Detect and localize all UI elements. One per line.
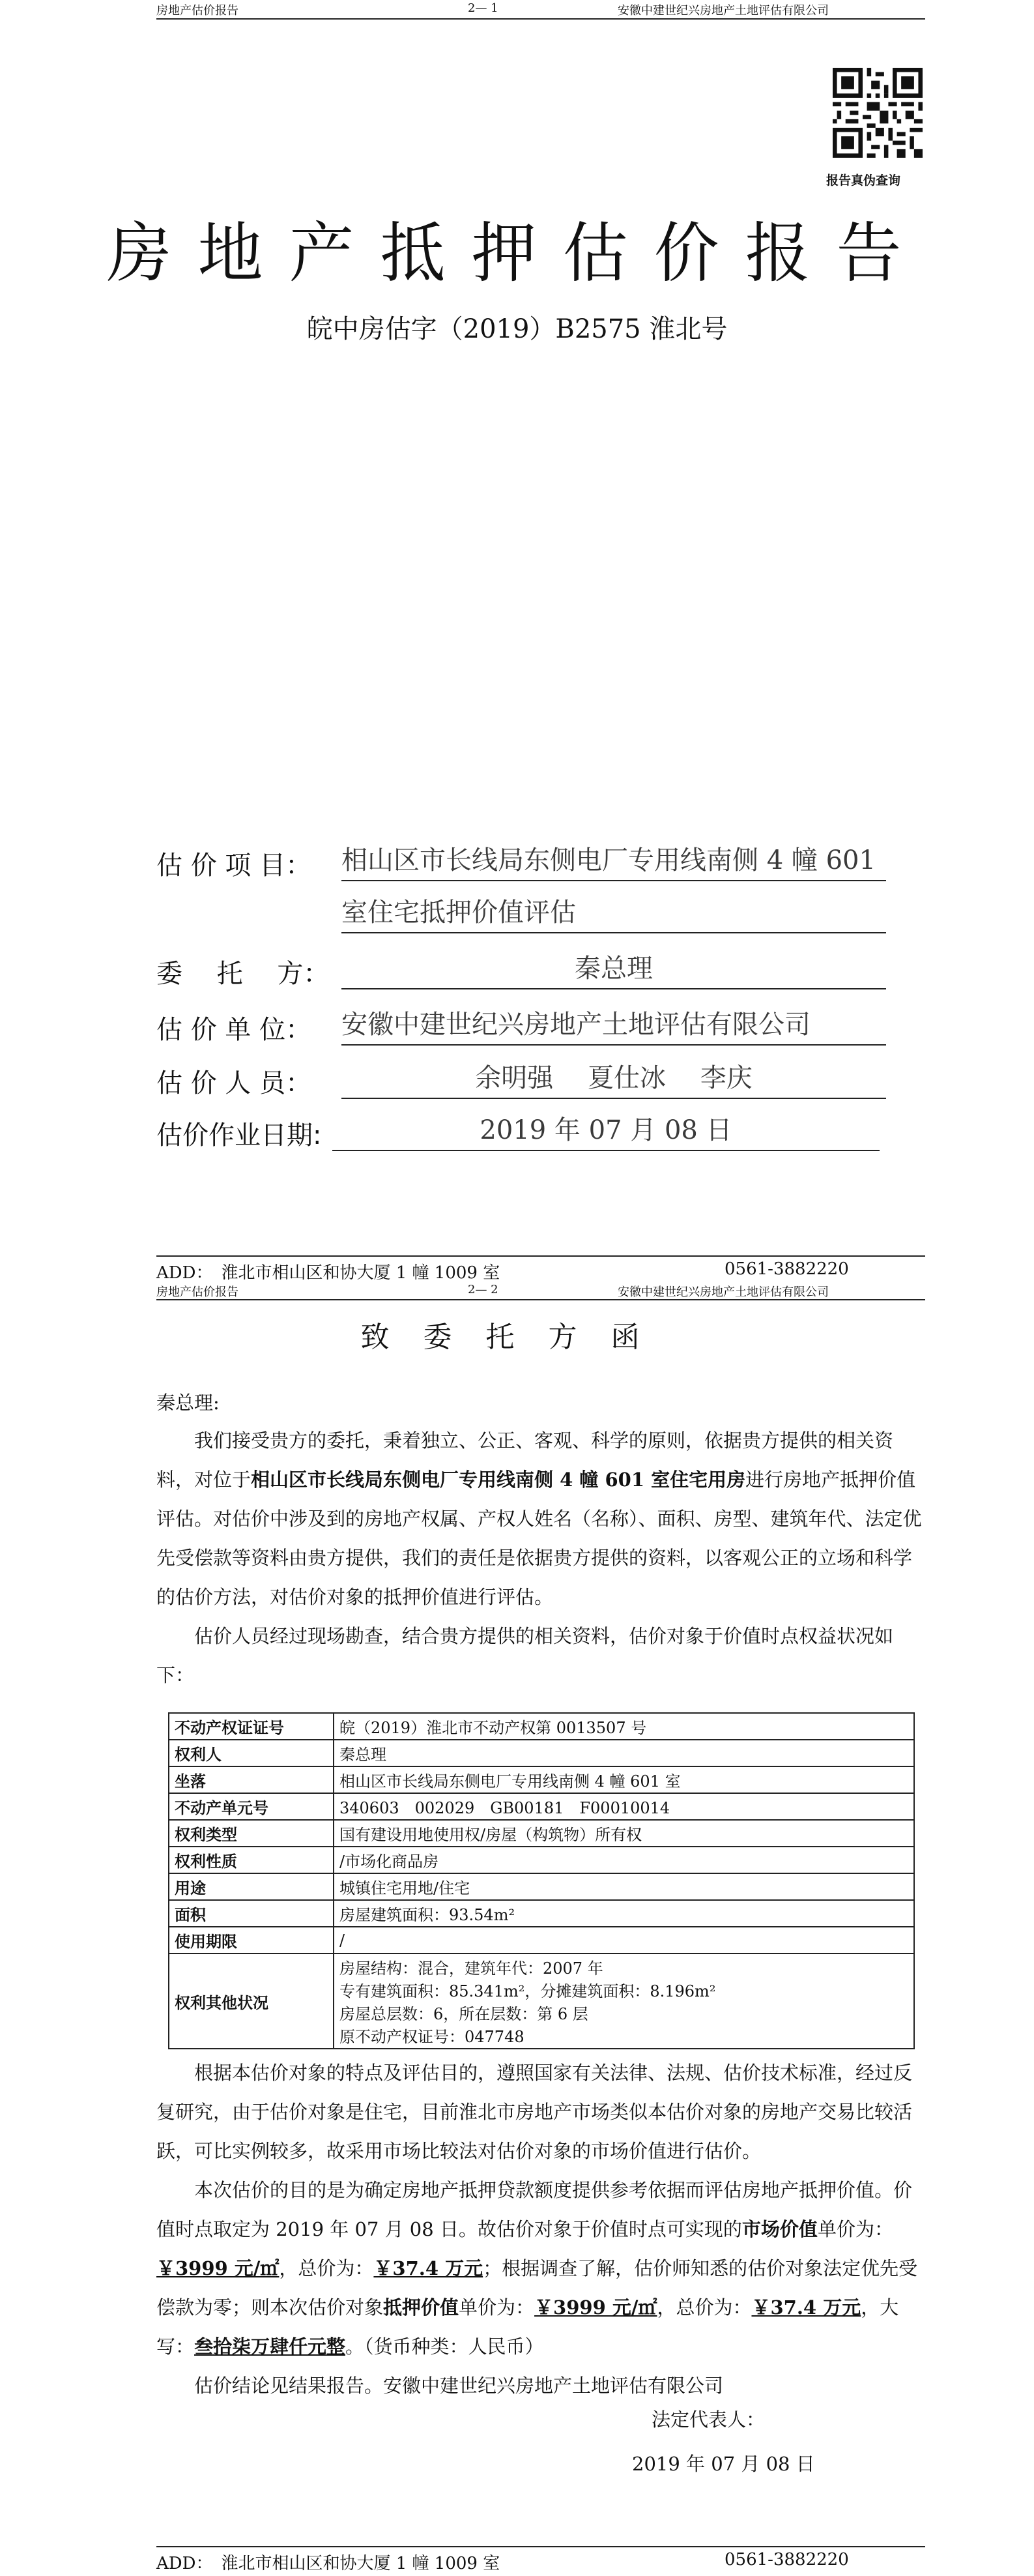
project-label: 估 价 项 目： bbox=[156, 851, 312, 881]
paragraph-intro: 我们接受贵方的委托，秉着独立、公正、客观、科学的原则，依据贵方提供的相关资料，对位于相山区市长线局东侧电厂专用线南侧 4 幢 601 室住宅用房进行房地产抵押价值评估。对估价中涉及到的房地产权属、产权人姓名（名称）、面积、房型、建筑年代、法定优先受偿款等资料由贵方提供，我们的责任是依据贵方提供的资料，以客观公正的立场和科学的估价方法，对估价对象的抵押价值进行评估。 bbox=[156, 1429, 922, 1608]
appraisers-label: 估 价 人 员： bbox=[156, 1068, 312, 1098]
table-value bbox=[334, 1793, 914, 1820]
table-value-line: 房屋总层数：6，所在层数：第 6 层 bbox=[339, 2005, 588, 2023]
property-rights-table bbox=[168, 1712, 915, 2049]
table-value-line: 皖（2019）淮北市不动产权第 0013507 号 bbox=[339, 1719, 647, 1737]
table-row bbox=[169, 1900, 914, 1927]
client-value: 秦总理 bbox=[341, 949, 886, 989]
table-value-line: 专有建筑面积：85.341m²，分摊建筑面积：8.196m² bbox=[339, 1982, 716, 2000]
table-value bbox=[334, 1740, 914, 1766]
page1-header-right: 安徽中建世纪兴房地产土地评估有限公司 bbox=[618, 4, 829, 18]
table-row bbox=[169, 1713, 914, 1740]
table-value-line: /市场化商品房 bbox=[339, 1852, 439, 1871]
date-value: 2019 年 07 月 08 日 bbox=[332, 1111, 880, 1151]
table-key: 面积 bbox=[169, 1900, 334, 1927]
table-value bbox=[334, 1820, 914, 1847]
table-key: 权利其他状况 bbox=[169, 1954, 334, 2049]
page2-header-left: 房地产估价报告 bbox=[156, 1285, 238, 1299]
page2-footer-rule bbox=[156, 2546, 925, 2547]
table-value-line: 相山区市长线局东侧电厂专用线南侧 4 幢 601 室 bbox=[339, 1772, 681, 1791]
table-row bbox=[169, 1927, 914, 1954]
table-row bbox=[169, 1954, 914, 2049]
table-value bbox=[334, 1766, 914, 1793]
client-label: 委 托 方： bbox=[156, 959, 330, 989]
signature-date: 2019 年 07 月 08 日 bbox=[632, 2453, 815, 2475]
qr-caption: 报告真伪查询 bbox=[826, 173, 901, 188]
page1-header-page: 2— 1 bbox=[468, 1, 498, 15]
document-number: 皖中房估字（2019）B2575 淮北号 bbox=[306, 314, 728, 344]
table-value-line: 国有建设用地使用权/房屋（构筑物）所有权 bbox=[339, 1826, 642, 1844]
page2-footer-address: ADD： 淮北市相山区和协大厦 1 幢 1009 室 bbox=[156, 2554, 500, 2573]
table-value bbox=[334, 1900, 914, 1927]
page2-header-rule bbox=[156, 1299, 925, 1300]
table-value-line: 房屋建筑面积：93.54m² bbox=[339, 1906, 515, 1924]
page1-header-rule bbox=[156, 18, 925, 20]
legal-representative: 法定代表人： bbox=[652, 2408, 766, 2431]
table-value-line: 城镇住宅用地/住宅 bbox=[339, 1879, 470, 1897]
table-value bbox=[334, 1954, 914, 2049]
paragraph-survey: 估价人员经过现场勘查，结合贵方提供的相关资料，估价对象于价值时点权益状况如下： bbox=[156, 1625, 894, 1686]
project-value-line1: 相山区市长线局东侧电厂专用线南侧 4 幢 601 bbox=[341, 841, 886, 881]
table-key: 不动产权证证号 bbox=[169, 1713, 334, 1740]
page2-header-page: 2— 2 bbox=[468, 1283, 498, 1296]
table-value-line: 340603 002029 GB00181 F00010014 bbox=[339, 1799, 670, 1817]
table-value-line: 原不动产权证号：047748 bbox=[339, 2028, 524, 2046]
project-value-line2: 室住宅抵押价值评估 bbox=[341, 893, 886, 933]
letter-title: 致委托方函 bbox=[360, 1321, 674, 1354]
table-key: 使用期限 bbox=[169, 1927, 334, 1954]
table-key: 权利性质 bbox=[169, 1847, 334, 1873]
table-key: 坐落 bbox=[169, 1766, 334, 1793]
table-key: 权利类型 bbox=[169, 1820, 334, 1847]
table-value bbox=[334, 1927, 914, 1954]
page1-header-left: 房地产估价报告 bbox=[156, 4, 238, 18]
table-row bbox=[169, 1873, 914, 1900]
appraisers-value: 余明强 夏仕冰 李庆 bbox=[341, 1059, 886, 1099]
table-key: 用途 bbox=[169, 1873, 334, 1900]
table-key: 不动产单元号 bbox=[169, 1793, 334, 1820]
table-value bbox=[334, 1713, 914, 1740]
table-row bbox=[169, 1793, 914, 1820]
qr-code-icon[interactable] bbox=[833, 68, 923, 158]
org-label: 估 价 单 位： bbox=[156, 1015, 312, 1045]
date-label: 估价作业日期: bbox=[156, 1120, 322, 1150]
salutation: 秦总理: bbox=[156, 1392, 220, 1414]
table-row bbox=[169, 1740, 914, 1766]
table-value bbox=[334, 1847, 914, 1873]
paragraph-conclusion: 本次估价的目的是为确定房地产抵押贷款额度提供参考依据而评估房地产抵押价值。价值时点取定为 2019 年 07 月 08 日。故估价对象于价值时点可实现的市场价值单价为：￥3999 元/㎡，总价为：￥37.4 万元；根据调查了解，估价师知悉的估价对象法定优先受偿款为零；则本次估价对象抵押价值单价为：￥3999 元/㎡，总价为：￥37.4 万元，大写：叁拾柒万肆仟元整。（货币种类：人民币） bbox=[156, 2179, 918, 2358]
table-key: 权利人 bbox=[169, 1740, 334, 1766]
org-value: 安徽中建世纪兴房地产土地评估有限公司 bbox=[341, 1005, 886, 1046]
table-row bbox=[169, 1766, 914, 1793]
page2-header-right: 安徽中建世纪兴房地产土地评估有限公司 bbox=[618, 1285, 829, 1299]
table-value-line: 秦总理 bbox=[339, 1746, 386, 1764]
table-value bbox=[334, 1873, 914, 1900]
table-row bbox=[169, 1847, 914, 1873]
table-row bbox=[169, 1820, 914, 1847]
paragraph-closing: 估价结论见结果报告。安徽中建世纪兴房地产土地评估有限公司 bbox=[194, 2375, 724, 2397]
table-value-line: 房屋结构：混合，建筑年代：2007 年 bbox=[339, 1959, 603, 1978]
page1-footer-address: ADD： 淮北市相山区和协大厦 1 幢 1009 室 bbox=[156, 1263, 500, 1283]
page1-footer-phone: 0561-3882220 bbox=[725, 1259, 849, 1279]
page2-footer-phone: 0561-3882220 bbox=[725, 2550, 849, 2569]
report-title: 房地产抵押估价报告 bbox=[106, 215, 928, 291]
page1-footer-rule bbox=[156, 1255, 925, 1257]
paragraph-method: 根据本估价对象的特点及评估目的，遵照国家有关法律、法规、估价技术标准，经过反复研究，由于估价对象是住宅，目前淮北市房地产市场类似本估价对象的房地产交易比较活跃，可比实例较多，故采用市场比较法对估价对象的市场价值进行估价。 bbox=[156, 2062, 913, 2162]
table-value-line: / bbox=[339, 1931, 345, 1950]
